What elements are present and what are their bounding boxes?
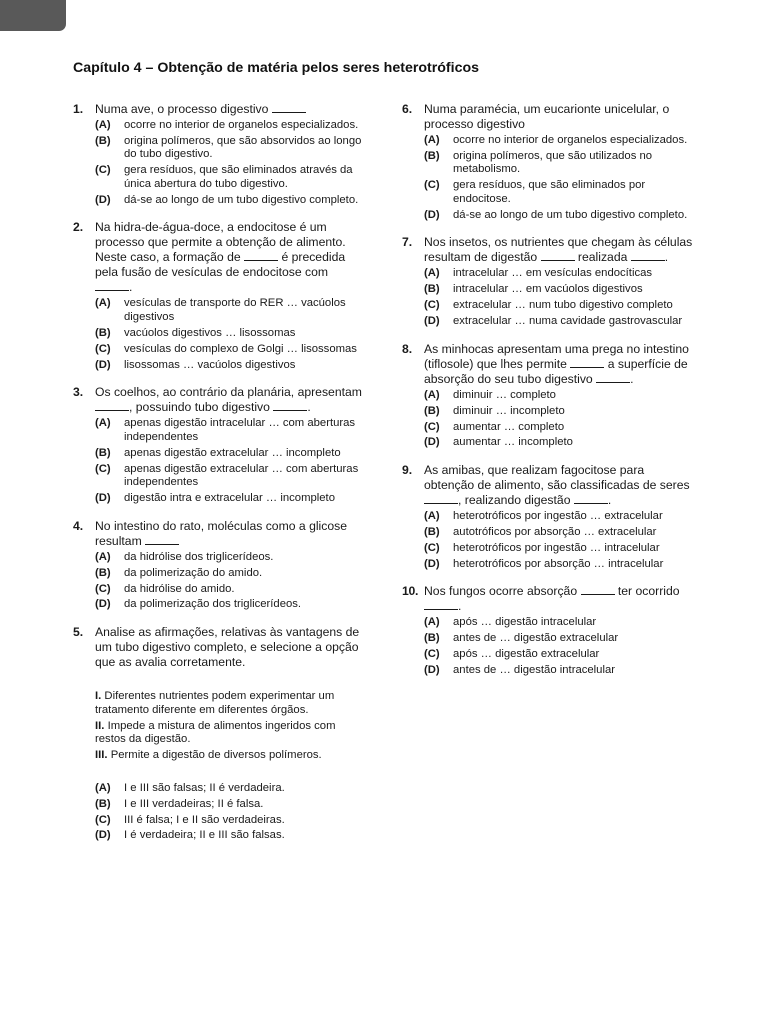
option-a[interactable]: (A) após … digestão intracelular	[424, 616, 597, 629]
options-list	[95, 119, 363, 207]
option-a[interactable]: (A) I e III são falsas; II é verdadeira.	[95, 781, 285, 794]
answer-blank	[574, 494, 608, 504]
options-list	[424, 389, 694, 450]
option-c[interactable]: (C) heterotróficos por ingestão … intracelular	[424, 541, 660, 554]
options-list	[95, 551, 363, 612]
statement-iii: III. Permite a digestão de diversos polímeros.	[95, 749, 322, 762]
question-7	[402, 235, 694, 328]
option-a[interactable]: (A) diminuir … completo	[424, 388, 556, 401]
option-b[interactable]: (B) vacúolos digestivos … lisossomas	[95, 326, 296, 339]
option-c[interactable]: (C) gera resíduos, que são eliminados através da única abertura do tubo digestivo.	[95, 164, 353, 190]
statement-ii: II. Impede a mistura de alimentos ingeridos com restos da digestão.	[95, 719, 336, 746]
option-d[interactable]: (D) lisossomas … vacúolos digestivos	[95, 358, 296, 371]
question-number: 9.	[402, 462, 413, 477]
option-b[interactable]: (B) origina polímeros, que são absorvidos ao longo do tubo digestivo.	[95, 134, 362, 161]
option-b[interactable]: (B) da polimerização do amido.	[95, 566, 263, 579]
answer-blank	[272, 103, 306, 113]
option-c[interactable]: (C) gera resíduos, que são eliminados por endocitose.	[424, 179, 646, 205]
answer-blank	[631, 251, 665, 261]
option-d[interactable]: (D) antes de … digestão intracelular	[424, 663, 616, 676]
question-number: 6.	[402, 102, 413, 116]
option-c[interactable]: (C) vesículas do complexo de Golgi … lisossomas	[95, 342, 357, 355]
question-number: 10.	[402, 584, 419, 599]
option-a[interactable]: (A) heterotróficos por ingestão … extracelular	[424, 509, 663, 522]
question-text: Analise as afirmações, relativas às vantagens de um tubo digestivo completo, e selecione a opção que as avalia corretamente.	[95, 625, 360, 670]
question-3	[73, 385, 363, 505]
question-text: As amibas, que realizam fagocitose para obtenção de alimento, são classificadas de seres , realizando digestão .	[424, 462, 690, 507]
question-number: 3.	[73, 385, 84, 400]
answer-blank	[570, 358, 604, 368]
answer-blank	[581, 585, 615, 595]
question-text: Os coelhos, ao contrário da planária, apresentam , possuindo tubo digestivo .	[95, 385, 362, 415]
option-d[interactable]: (D) dá-se ao longo de um tubo digestivo completo.	[424, 208, 688, 221]
question-text: Nos fungos ocorre absorção ter ocorrido .	[424, 584, 680, 614]
option-b[interactable]: (B) antes de … digestão extracelular	[424, 632, 619, 645]
question-number: 4.	[73, 518, 84, 533]
option-d[interactable]: (D) extracelular … numa cavidade gastrovascular	[424, 315, 683, 328]
answer-blank	[145, 535, 179, 545]
question-text: Numa ave, o processo digestivo	[95, 102, 363, 117]
option-c[interactable]: (C) extracelular … num tubo digestivo completo	[424, 299, 673, 312]
question-4	[73, 519, 363, 612]
option-b[interactable]: (B) autotróficos por absorção … extracelular	[424, 525, 657, 538]
option-a[interactable]: (A) apenas digestão intracelular … com aberturas independentes	[95, 417, 356, 443]
answer-blank	[95, 401, 129, 411]
question-number: 2.	[73, 220, 84, 235]
question-text: Nos insetos, os nutrientes que chegam às células resultam de digestão realizada .	[424, 235, 693, 265]
option-d[interactable]: (D) digestão intra e extracelular … incompleto	[95, 492, 335, 505]
question-6	[402, 102, 694, 222]
option-b[interactable]: (B) intracelular … em vacúolos digestivos	[424, 283, 643, 296]
option-c[interactable]: (C) aumentar … completo	[424, 420, 565, 433]
question-number: 8.	[402, 341, 413, 356]
option-a[interactable]: (A) ocorre no interior de organelos especializados.	[95, 119, 359, 131]
option-a[interactable]: (A) da hidrólise dos triglicerídeos.	[95, 550, 274, 563]
option-d[interactable]: (D) I é verdadeira; II e III são falsas.	[95, 829, 285, 842]
answer-blank	[596, 373, 630, 383]
question-text: Numa paramécia, um eucarionte unicelular, o processo digestivo	[424, 102, 670, 131]
answer-blank	[424, 494, 458, 504]
option-a[interactable]: (A) intracelular … em vesículas endocíticas	[424, 267, 653, 280]
answer-blank	[273, 401, 307, 411]
options-list	[95, 417, 363, 505]
page-title: Capítulo 4 – Obtenção de matéria pelos seres heterotróficos	[73, 60, 480, 76]
question-text: Na hidra-de-água-doce, a endocitose é um processo que permite a obtenção de alimento. Neste caso, a formação de é precedida pela fusão de vesículas de endocitose com .	[95, 220, 346, 295]
option-d[interactable]: (D) dá-se ao longo de um tubo digestivo completo.	[95, 193, 359, 206]
statements-list	[95, 690, 363, 763]
option-c[interactable]: (C) apenas digestão extracelular … com aberturas independentes	[95, 462, 359, 489]
answer-blank	[244, 251, 278, 261]
answer-blank	[424, 600, 458, 610]
question-text: As minhocas apresentam uma prega no intestino (tiflosole) que lhes permite a superfície de absorção do seu tubo digestivo .	[424, 341, 689, 386]
option-c[interactable]: (C) III é falsa; I e II são verdadeiras.	[95, 813, 285, 826]
option-d[interactable]: (D) da polimerização dos triglicerídeos.	[95, 598, 302, 611]
option-b[interactable]: (B) origina polímeros, que são utilizados no metabolismo.	[424, 149, 653, 176]
question-number: 1.	[73, 102, 84, 116]
question-number: 7.	[402, 235, 413, 250]
statement-i: I. Diferentes nutrientes podem experimentar um tratamento diferente em diferentes órgãos.	[95, 690, 335, 716]
question-10	[402, 584, 694, 677]
options-list	[424, 267, 694, 328]
option-b[interactable]: (B) apenas digestão extracelular … incompleto	[95, 446, 341, 459]
option-d[interactable]: (D) heterotróficos por absorção … intracelular	[424, 557, 664, 570]
options-list	[95, 297, 363, 372]
question-1	[73, 102, 363, 207]
options-list	[424, 616, 694, 677]
answer-blank	[541, 251, 575, 261]
options-list	[424, 134, 694, 222]
question-8	[402, 342, 694, 450]
option-d[interactable]: (D) aumentar … incompleto	[424, 436, 573, 449]
options-list	[424, 510, 694, 571]
question-2	[73, 220, 363, 372]
question-text: No intestino do rato, moléculas como a glicose resultam	[95, 518, 348, 548]
option-a[interactable]: (A) vesículas de transporte do RER … vacúolos digestivos	[95, 297, 346, 324]
option-a[interactable]: (A) ocorre no interior de organelos especializados.	[424, 134, 688, 146]
option-c[interactable]: (C) da hidrólise do amido.	[95, 582, 235, 595]
answer-blank	[95, 281, 129, 291]
option-b[interactable]: (B) I e III verdadeiras; II é falsa.	[95, 797, 264, 810]
corner-tab	[0, 0, 66, 31]
question-5	[73, 625, 363, 843]
question-number: 5.	[73, 625, 84, 640]
option-c[interactable]: (C) após … digestão extracelular	[424, 648, 600, 661]
options-list	[95, 782, 363, 843]
option-b[interactable]: (B) diminuir … incompleto	[424, 404, 565, 417]
right-column	[402, 102, 694, 691]
left-column	[73, 102, 363, 856]
question-9	[402, 463, 694, 571]
